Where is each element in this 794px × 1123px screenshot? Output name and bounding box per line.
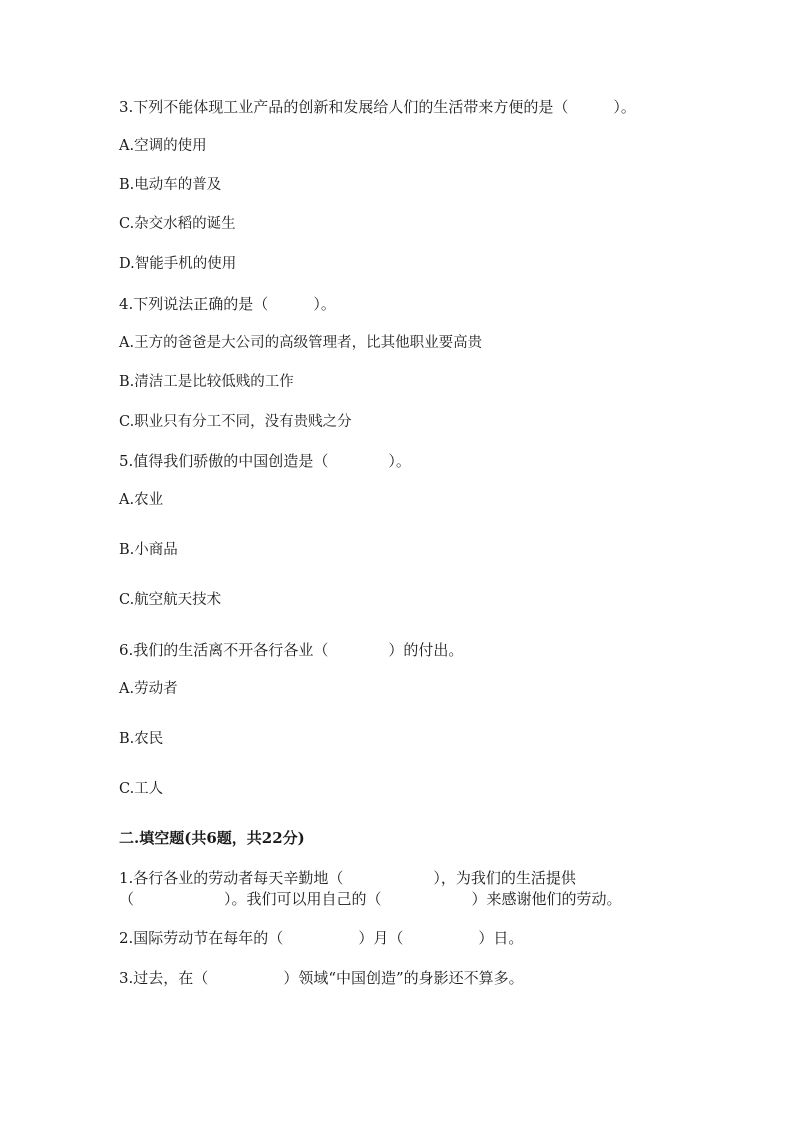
question-6-option-b: B.农民 bbox=[119, 731, 164, 747]
question-3-stem: 3.下列不能体现工业产品的创新和发展给人们的生活带来方便的是（ ）。 bbox=[119, 98, 636, 116]
question-6-option-c: C.工人 bbox=[119, 781, 164, 797]
question-5-option-b: B.小商品 bbox=[119, 542, 178, 558]
question-5-stem: 5.值得我们骄傲的中国创造是（ ）。 bbox=[119, 452, 411, 470]
question-6-option-a: A.劳动者 bbox=[119, 681, 178, 697]
fill-question-3: 3.过去，在（ ）领域“中国创造”的身影还不算多。 bbox=[119, 969, 524, 987]
question-4-option-a: A.王方的爸爸是大公司的高级管理者，比其他职业要高贵 bbox=[119, 335, 483, 351]
question-3-option-a: A.空调的使用 bbox=[119, 138, 207, 154]
question-3-option-d: D.智能手机的使用 bbox=[119, 256, 237, 272]
fill-question-1-line-2: （ ）。我们可以用自己的（ ）来感谢他们的劳动。 bbox=[119, 890, 622, 908]
question-4-option-c: C.职业只有分工不同，没有贵贱之分 bbox=[119, 414, 352, 430]
question-5-option-c: C.航空航天技术 bbox=[119, 592, 222, 608]
question-3-option-c: C.杂交水稻的诞生 bbox=[119, 216, 236, 232]
fill-question-1-line-1: 1.各行各业的劳动者每天辛勤地（ ），为我们的生活提供 bbox=[119, 869, 576, 887]
question-4-option-b: B.清洁工是比较低贱的工作 bbox=[119, 374, 294, 390]
section-2-heading: 二.填空题(共6题，共22分) bbox=[119, 829, 305, 847]
question-5-option-a: A.农业 bbox=[119, 492, 164, 508]
question-4-stem: 4.下列说法正确的是（ ）。 bbox=[119, 295, 336, 313]
question-3-option-b: B.电动车的普及 bbox=[119, 177, 222, 193]
question-6-stem: 6.我们的生活离不开各行各业（ ）的付出。 bbox=[119, 641, 464, 659]
fill-question-2: 2.国际劳动节在每年的（ ）月（ ）日。 bbox=[119, 929, 524, 947]
